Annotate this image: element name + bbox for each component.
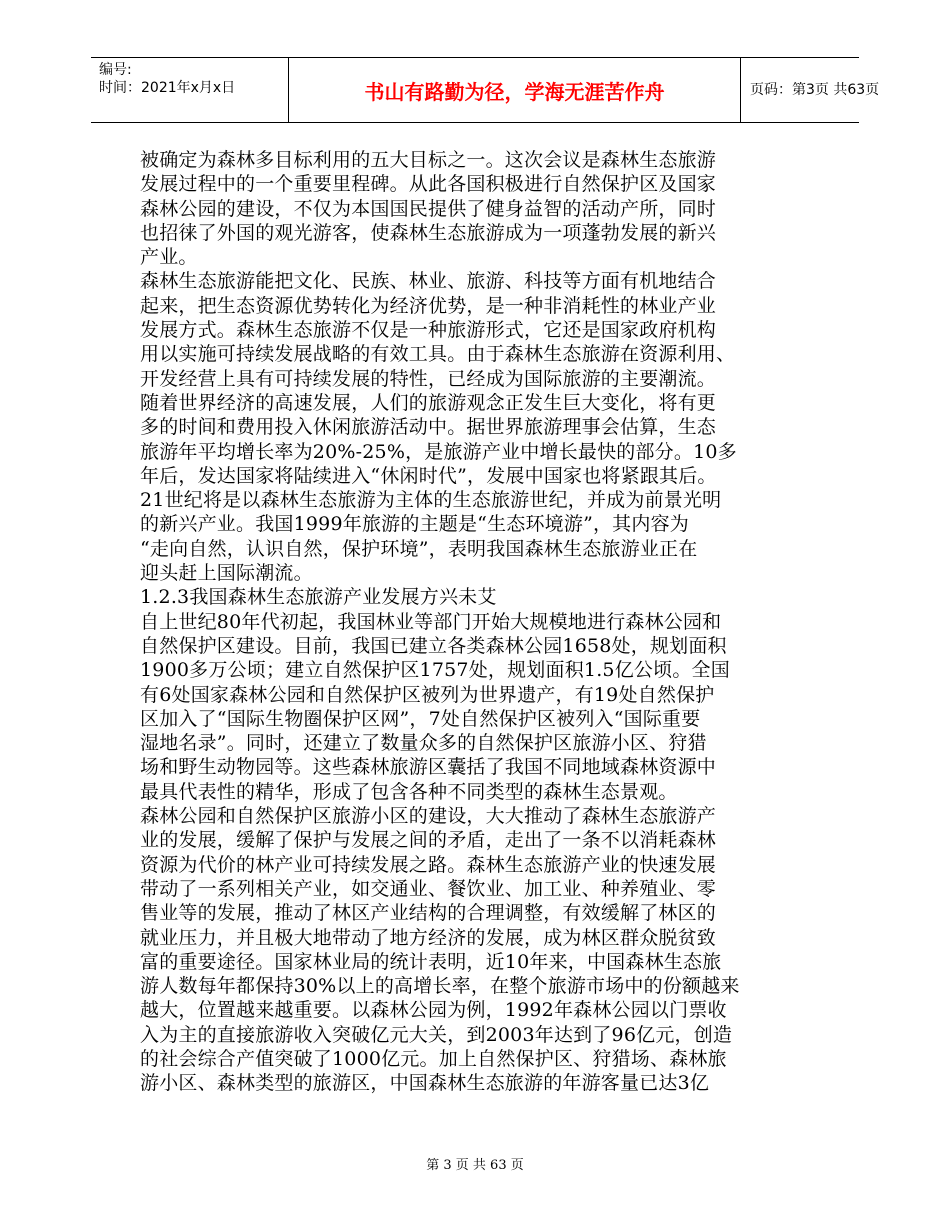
document-number-label: 编号: (99, 62, 132, 78)
body-text-line: 旅游年平均增长率为20%-25%，是旅游产业中增长最快的部分。10多 (140, 440, 737, 463)
body-text-line: 湿地名录”。同时，还建立了数量众多的自然保护区旅游小区、狩猎 (140, 732, 707, 755)
body-text-line: 入为主的直接旅游收入突破亿元大关，到2003年达到了96亿元，创造 (140, 1023, 733, 1046)
body-text-line: 产业。 (140, 246, 198, 269)
body-text-line: 资源为代价的林产业可持续发展之路。森林生态旅游产业的快速发展 (140, 853, 717, 876)
body-text-line: 就业压力，并且极大地带动了地方经济的发展，成为林区群众脱贫致 (140, 926, 717, 949)
body-text-line: 被确定为森林多目标利用的五大目标之一。这次会议是森林生态旅游 (140, 149, 717, 171)
body-text-line: 起来，把生态资源优势转化为经济优势，是一种非消耗性的林业产业 (140, 294, 717, 317)
document-body (140, 148, 820, 1096)
body-text-line: 自然保护区建设。目前，我国已建立各类森林公园1658处，规划面积 (140, 634, 727, 657)
body-text-line: 1.2.3我国森林生态旅游产业发展方兴未艾 (140, 586, 497, 609)
header-motto: 书山有路勤为径，学海无涯苦作舟 (364, 80, 665, 104)
body-text-line: 越大，位置越来越重要。以森林公园为例，1992年森林公园以门票收 (140, 999, 727, 1022)
body-text-line: 最具代表性的精华，形成了包含各种不同类型的森林生态景观。 (140, 780, 678, 803)
body-text-line: 区加入了“国际生物圈保护区网”，7处自然保护区被列入“国际重要 (140, 707, 701, 730)
body-text-line: 森林生态旅游能把文化、民族、林业、旅游、科技等方面有机地结合 (140, 270, 717, 293)
body-text-line: 1900多万公顷；建立自然保护区1757处，规划面积1.5亿公顷。全国 (140, 659, 730, 682)
body-text-line: 多的时间和费用投入休闲旅游活动中。据世界旅游理事会估算，生态 (140, 416, 717, 439)
body-text-line: 的社会综合产值突破了1000亿元。加上自然保护区、狩猎场、森林旅 (140, 1047, 727, 1070)
body-text-line: 发展过程中的一个重要里程碑。从此各国积极进行自然保护区及国家 (140, 173, 717, 196)
page-footer: 第 3 页 共 63 页 (426, 1158, 524, 1173)
body-text-line: 随着世界经济的高速发展，人们的旅游观念正发生巨大变化，将有更 (140, 391, 717, 414)
body-text-line: 迎头赶上国际潮流。 (140, 562, 313, 585)
body-text-line: 森林公园的建设，不仅为本国国民提供了健身益智的活动产所，同时 (140, 197, 717, 220)
body-text-line: 的新兴产业。我国1999年旅游的主题是“生态环境游”，其内容为 (140, 513, 689, 536)
body-text-line: 用以实施可持续发展战略的有效工具。由于森林生态旅游在资源利用、 (140, 343, 736, 366)
body-text-line: 游小区、森林类型的旅游区，中国森林生态旅游的年游客量已达3亿 (140, 1072, 710, 1095)
body-text-line: 带动了一系列相关产业，如交通业、餐饮业、加工业、种养殖业、零 (140, 877, 717, 900)
body-text-line: 售业等的发展，推动了林区产业结构的合理调整，有效缓解了林区的 (140, 902, 717, 925)
body-text-line: 发展方式。森林生态旅游不仅是一种旅游形式，它还是国家政府机构 (140, 319, 717, 342)
body-text-line: 开发经营上具有可持续发展的特性，已经成为国际旅游的主要潮流。 (140, 367, 717, 390)
body-text-line: 有6处国家森林公园和自然保护区被列为世界遗产，有19处自然保护 (140, 683, 715, 706)
body-text-line: 也招徕了外国的观光游客，使森林生态旅游成为一项蓬勃发展的新兴 (140, 221, 717, 244)
body-text-line: 森林公园和自然保护区旅游小区的建设，大大推动了森林生态旅游产 (140, 805, 717, 828)
header-page-info: 页码：第3页 共63页 (750, 82, 880, 98)
body-text-line: 富的重要途径。国家林业局的统计表明，近10年来，中国森林生态旅 (140, 950, 722, 973)
header-page-cell (740, 58, 880, 122)
page-header (91, 57, 880, 123)
document-date-label: 时间：2021年x月x日 (99, 80, 236, 96)
body-text-line: 游人数每年都保持30%以上的高增长率，在整个旅游市场中的份额越来 (140, 975, 740, 998)
body-text-line: 业的发展，缓解了保护与发展之间的矛盾，走出了一条不以消耗森林 (140, 829, 717, 852)
body-text-line: 21世纪将是以森林生态旅游为主体的生态旅游世纪，并成为前景光明 (140, 489, 722, 512)
header-motto-cell (288, 58, 741, 122)
body-text-line: 自上世纪80年代初起，我国林业等部门开始大规模地进行森林公园和 (140, 610, 722, 633)
body-text-line: 场和野生动物园等。这些森林旅游区囊括了我国不同地域森林资源中 (140, 756, 717, 779)
body-text-line: “走向自然，认识自然，保护环境”，表明我国森林生态旅游业正在 (140, 537, 698, 560)
header-meta-cell (91, 58, 288, 122)
body-text-line: 年后，发达国家将陆续进入“休闲时代”，发展中国家也将紧跟其后。 (140, 464, 717, 487)
